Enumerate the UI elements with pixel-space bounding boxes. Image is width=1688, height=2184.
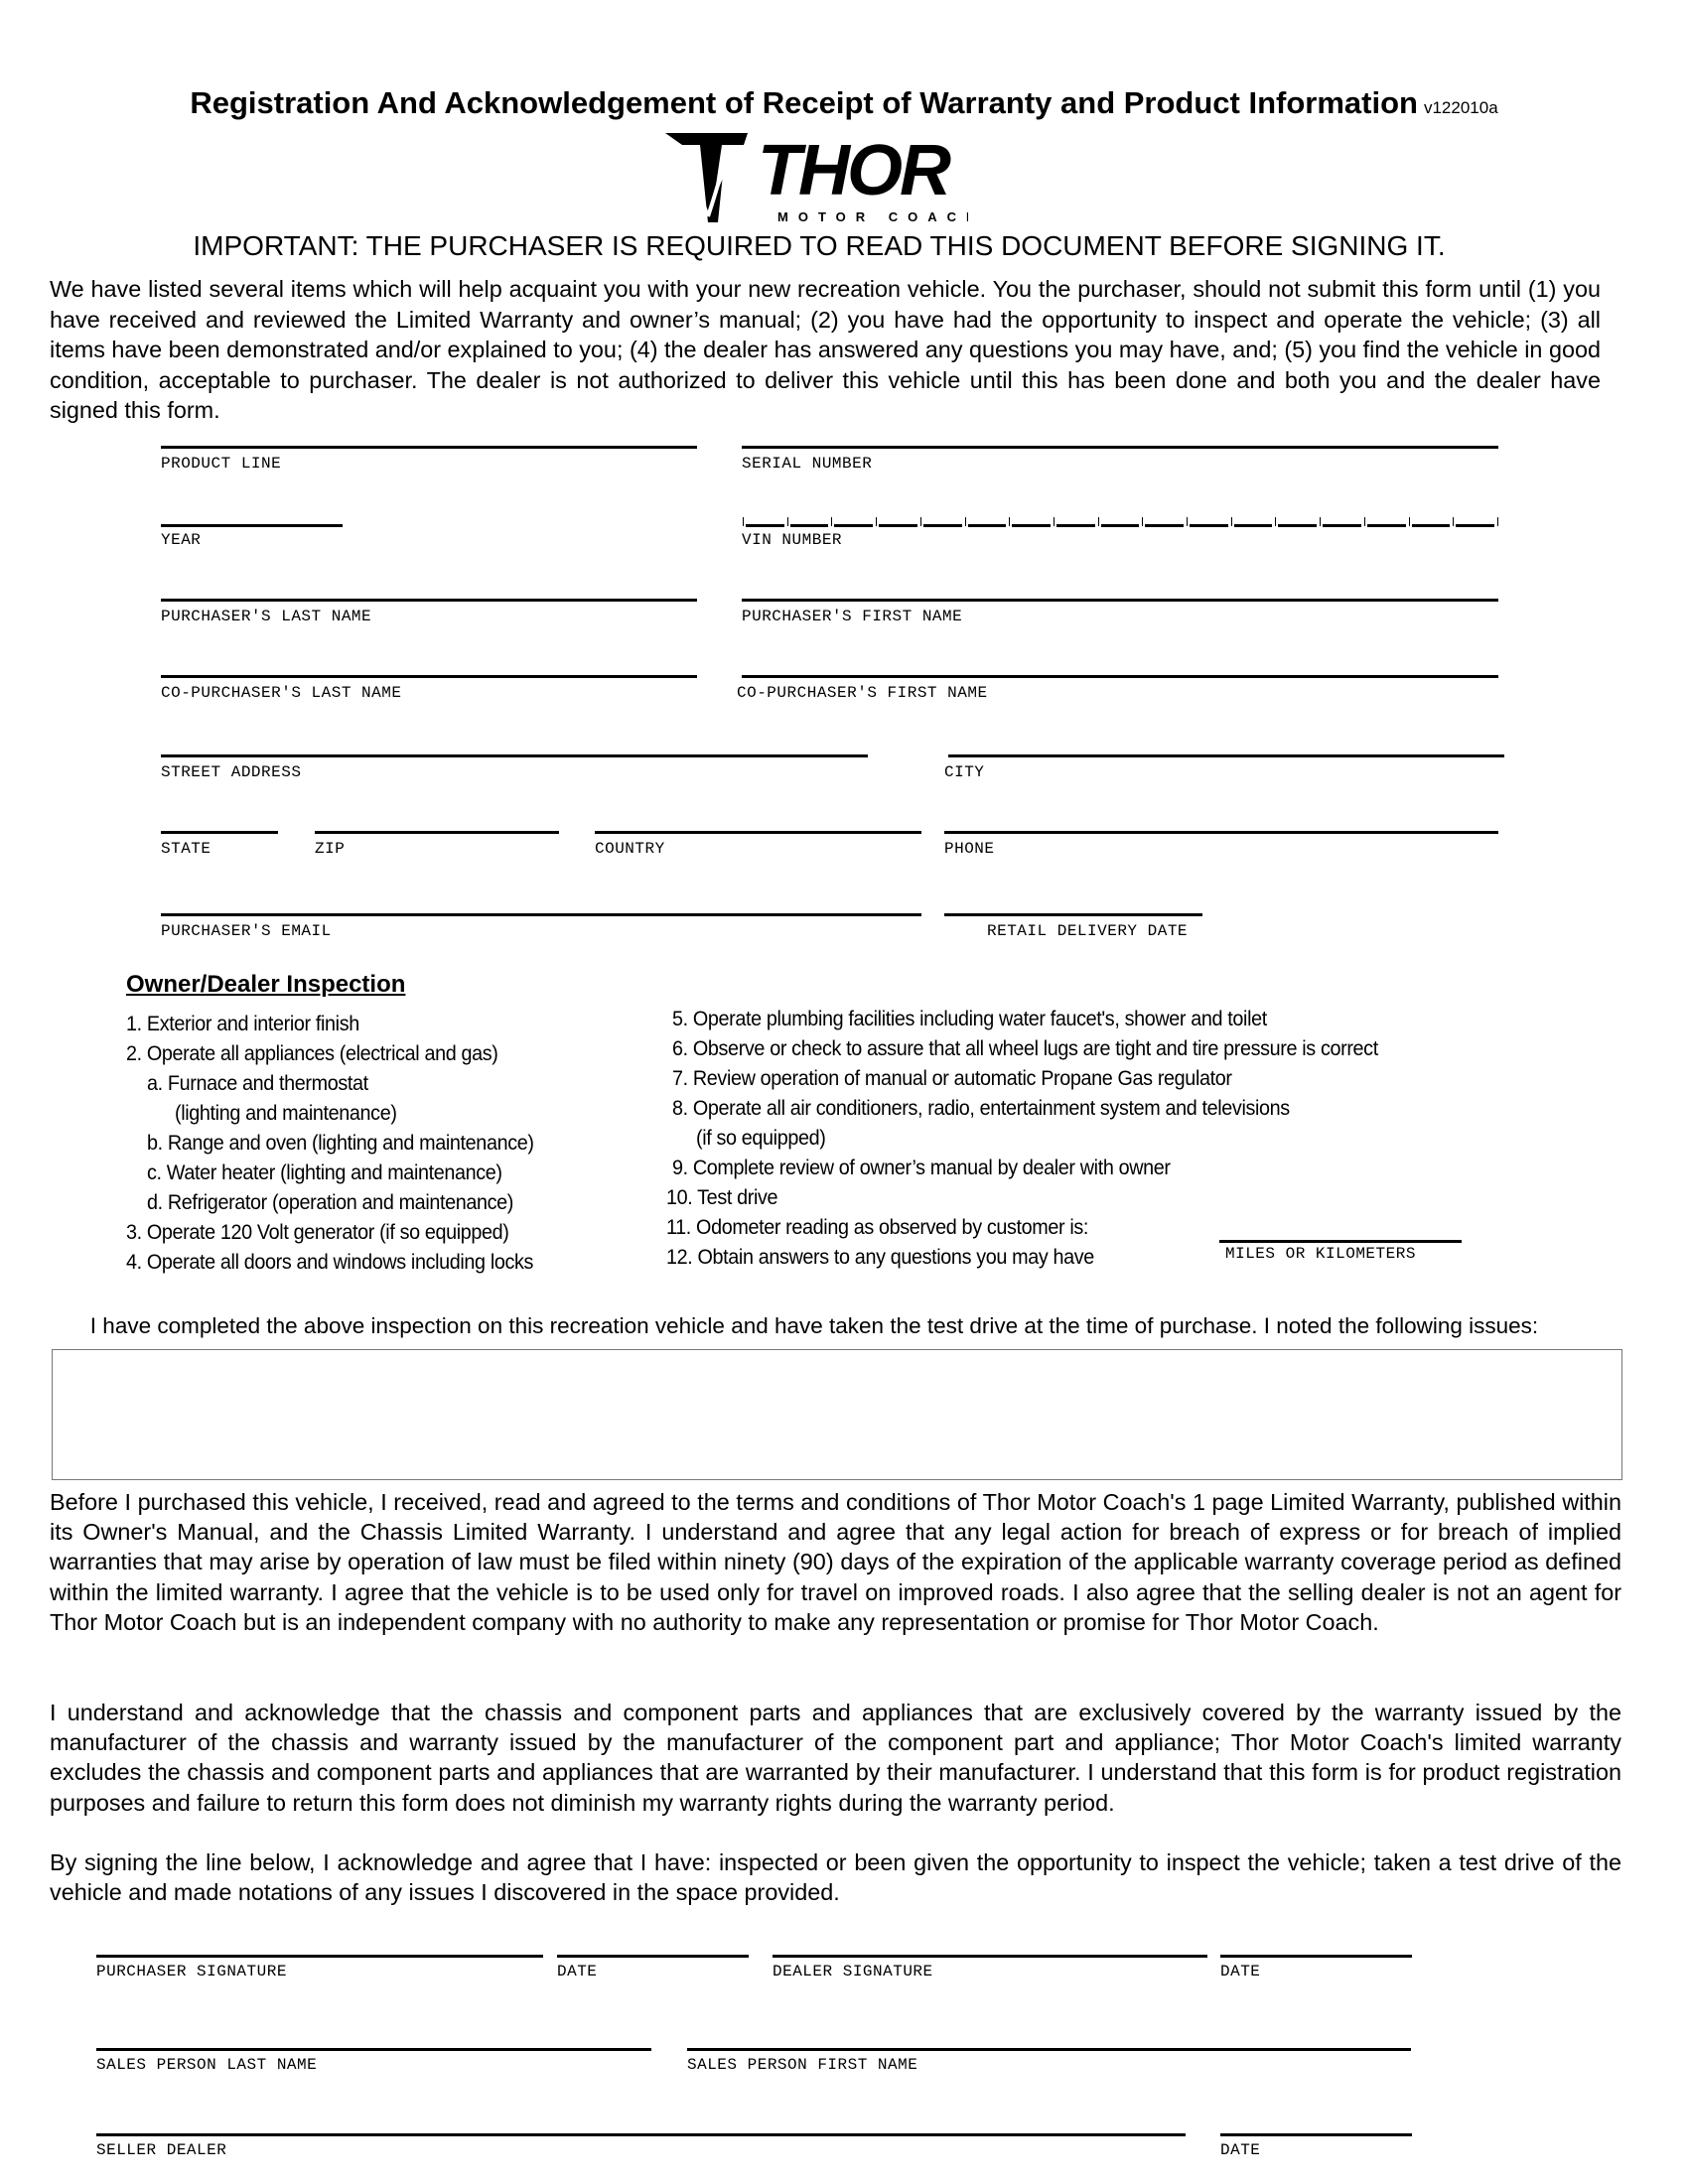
- vin-slot-divider: [1187, 517, 1188, 526]
- vin-character-slot[interactable]: [1278, 524, 1317, 527]
- vin-slot-divider: [965, 517, 966, 526]
- zip-label: ZIP: [315, 840, 346, 858]
- logo-brand-text: THOR: [758, 131, 948, 210]
- intro-paragraph: We have listed several items which will help acquaint you with your new recreation vehicle. You the purchaser, should not submit this form until (1) you have received and reviewed the Limited Warranty and owner’s manual; (2) you have had the opportunity to inspect and operate the vehicle; (3) all items have been demonstrated and/or explained to you; (4) the dealer has answered any questions you may have, and; (5) you find the vehicle in good condition, acceptable to purchaser. The dealer is not authorized to deliver this vehicle until this has been done and both you and the dealer have signed this form.: [50, 276, 1601, 423]
- inspection-item-10: 10. Test drive: [666, 1185, 778, 1209]
- copurchaser-first-name-field[interactable]: [742, 675, 1498, 678]
- copurchaser-last-name-label: CO-PURCHASER'S LAST NAME: [161, 684, 402, 702]
- vin-character-slot[interactable]: [1012, 524, 1051, 527]
- purchaser-first-name-label: PURCHASER'S FIRST NAME: [742, 608, 963, 625]
- purchaser-email-label: PURCHASER'S EMAIL: [161, 922, 332, 940]
- warranty-paragraph: Before I purchased this vehicle, I received, read and agreed to the terms and conditions of Thor Motor Coach's 1 page Limited Warranty, published within its Owner's Manual, and the Chassis Limited Warranty. I understand and agree that any legal action for breach of express or for breach of implied warranties that may arise by operation of law must be filed within ninety (90) days of the expiration of the applicable warranty coverage period as defined within the limited warranty. I agree that the vehicle is to be used only for travel on improved roads. I also agree that the selling dealer is not an agent for Thor Motor Coach but is an independent company with no authority to make any representation or promise for Thor Motor Coach.: [50, 1489, 1621, 1635]
- vin-slot-divider: [1497, 517, 1498, 526]
- retail-delivery-date-field[interactable]: [944, 913, 1202, 916]
- dealer-date-field[interactable]: [1220, 1955, 1412, 1958]
- vin-character-slot[interactable]: [1101, 524, 1140, 527]
- inspection-item-2: 2. Operate all appliances (electrical and gas): [126, 1041, 498, 1065]
- copurchaser-last-name-field[interactable]: [161, 675, 697, 678]
- phone-label: PHONE: [944, 840, 995, 858]
- state-field[interactable]: [161, 831, 278, 834]
- vin-character-slot[interactable]: [879, 524, 917, 527]
- vin-slot-divider: [1054, 517, 1055, 526]
- purchaser-last-name-field[interactable]: [161, 599, 697, 602]
- vin-character-slot[interactable]: [1412, 524, 1451, 527]
- odometer-field[interactable]: [1219, 1240, 1462, 1243]
- seller-dealer-label: SELLER DEALER: [96, 2141, 227, 2159]
- important-notice: IMPORTANT: THE PURCHASER IS REQUIRED TO READ THIS DOCUMENT BEFORE SIGNING IT.: [193, 230, 1446, 261]
- year-label: YEAR: [161, 531, 202, 549]
- purchaser-signature-label: PURCHASER SIGNATURE: [96, 1963, 287, 1980]
- document-title: [0, 85, 1688, 121]
- inspection-item-2a-detail: (lighting and maintenance): [175, 1101, 397, 1125]
- vin-character-slot[interactable]: [1145, 524, 1184, 527]
- retail-delivery-date-label: RETAIL DELIVERY DATE: [987, 922, 1189, 940]
- vin-character-slot[interactable]: [1367, 524, 1406, 527]
- inspection-heading: Owner/Dealer Inspection: [126, 971, 406, 998]
- logo-tagline-text: MOTOR COACH: [777, 209, 968, 224]
- seller-date-field[interactable]: [1220, 2133, 1412, 2136]
- signature-agreement-paragraph: By signing the line below, I acknowledge and agree that I have: inspected or been given the opportunity to inspect the vehicle; taken a test drive of the vehicle and made notations of any issues I discovered in the space provided.: [50, 1849, 1621, 1906]
- city-field[interactable]: [948, 754, 1504, 757]
- seller-dealer-field[interactable]: [96, 2133, 1186, 2136]
- thor-logo-mark: [660, 127, 968, 226]
- vin-character-slot[interactable]: [968, 524, 1007, 527]
- phone-field[interactable]: [944, 831, 1498, 834]
- serial-number-label: SERIAL NUMBER: [742, 455, 873, 473]
- country-field[interactable]: [595, 831, 921, 834]
- purchaser-signature-field[interactable]: [96, 1955, 543, 1958]
- state-label: STATE: [161, 840, 211, 858]
- vin-character-slot[interactable]: [923, 524, 962, 527]
- vin-slot-divider: [787, 517, 788, 526]
- vin-slot-divider: [1453, 517, 1454, 526]
- street-address-label: STREET ADDRESS: [161, 763, 302, 781]
- vin-slot-divider: [1142, 517, 1143, 526]
- seller-date-label: DATE: [1220, 2141, 1261, 2159]
- purchaser-first-name-field[interactable]: [742, 599, 1498, 602]
- inspection-item-8: 8. Operate all air conditioners, radio, entertainment system and televisions: [672, 1096, 1290, 1120]
- vin-slot-divider: [743, 517, 744, 526]
- inspection-statement: I have completed the above inspection on this recreation vehicle and have taken the test drive at the time of purchase. I noted the following issues:: [89, 1313, 1539, 1338]
- purchaser-date-field[interactable]: [557, 1955, 749, 1958]
- inspection-item-2b: b. Range and oven (lighting and maintenance): [147, 1131, 534, 1155]
- vin-character-slot[interactable]: [1056, 524, 1095, 527]
- sales-person-first-name-field[interactable]: [687, 2048, 1411, 2051]
- thor-logo: [660, 127, 968, 226]
- vin-slot-divider: [920, 517, 921, 526]
- vin-slot-divider: [876, 517, 877, 526]
- dealer-signature-label: DEALER SIGNATURE: [773, 1963, 933, 1980]
- sales-person-last-name-field[interactable]: [96, 2048, 651, 2051]
- acknowledgement-paragraph: I understand and acknowledge that the chassis and component parts and appliances that are exclusively covered by the warranty issued by the manufacturer of the chassis and warranty issued by the manufacturer of the component part and appliance; Thor Motor Coach's limited warranty excludes the chassis and component parts and appliances that are warranted by their manufacturer. I understand that this form is for product registration purposes and failure to return this form does not diminish my warranty rights during the warranty period.: [50, 1700, 1621, 1816]
- inspection-item-4: 4. Operate all doors and windows including locks: [126, 1250, 534, 1274]
- inspection-item-6: 6. Observe or check to assure that all wheel lugs are tight and tire pressure is correct: [672, 1036, 1378, 1060]
- inspection-item-9: 9. Complete review of owner’s manual by dealer with owner: [672, 1156, 1171, 1179]
- inspection-item-3: 3. Operate 120 Volt generator (if so equipped): [126, 1220, 509, 1244]
- vin-slot-divider: [1320, 517, 1321, 526]
- copurchaser-first-name-label: CO-PURCHASER'S FIRST NAME: [737, 684, 988, 702]
- inspection-item-1: 1. Exterior and interior finish: [126, 1012, 359, 1035]
- street-address-field[interactable]: [161, 754, 868, 757]
- serial-number-field[interactable]: [742, 446, 1498, 449]
- product-line-label: PRODUCT LINE: [161, 455, 282, 473]
- vin-slot-divider: [1098, 517, 1099, 526]
- vin-character-slot[interactable]: [834, 524, 873, 527]
- inspection-item-7: 7. Review operation of manual or automatic Propane Gas regulator: [672, 1066, 1232, 1090]
- vin-slot-divider: [1231, 517, 1232, 526]
- version-label: v122010a: [1423, 98, 1498, 117]
- purchaser-last-name-label: PURCHASER'S LAST NAME: [161, 608, 372, 625]
- purchaser-email-field[interactable]: [161, 913, 921, 916]
- vin-character-slot[interactable]: [790, 524, 829, 527]
- issues-textbox[interactable]: [52, 1349, 1622, 1480]
- vin-character-slot[interactable]: [1456, 524, 1494, 527]
- vin-slot-divider: [1009, 517, 1010, 526]
- vin-slot-divider: [1409, 517, 1410, 526]
- city-label: CITY: [944, 763, 985, 781]
- inspection-item-5: 5. Operate plumbing facilities including water faucet's, shower and toilet: [672, 1007, 1267, 1030]
- zip-field[interactable]: [315, 831, 559, 834]
- purchaser-date-label: DATE: [557, 1963, 598, 1980]
- inspection-item-12: 12. Obtain answers to any questions you may have: [666, 1245, 1094, 1269]
- product-line-field[interactable]: [161, 446, 697, 449]
- dealer-date-label: DATE: [1220, 1963, 1261, 1980]
- vin-number-label: VIN NUMBER: [742, 531, 843, 549]
- sales-person-last-name-label: SALES PERSON LAST NAME: [96, 2056, 318, 2074]
- vin-slot-divider: [1364, 517, 1365, 526]
- vin-slot-divider: [831, 517, 832, 526]
- inspection-item-2c: c. Water heater (lighting and maintenance): [147, 1160, 502, 1184]
- vin-character-slot[interactable]: [1323, 524, 1361, 527]
- dealer-signature-field[interactable]: [773, 1955, 1207, 1958]
- vin-slot-divider: [1275, 517, 1276, 526]
- inspection-item-11: 11. Odometer reading as observed by customer is:: [666, 1215, 1089, 1239]
- vin-character-slot[interactable]: [1234, 524, 1273, 527]
- inspection-item-2a: a. Furnace and thermostat: [147, 1071, 368, 1095]
- country-label: COUNTRY: [595, 840, 665, 858]
- inspection-item-8-detail: (if so equipped): [696, 1126, 826, 1150]
- year-field[interactable]: [161, 524, 343, 527]
- vin-character-slot[interactable]: [746, 524, 784, 527]
- title-text: Registration And Acknowledgement of Receipt of Warranty and Product Information: [190, 85, 1418, 120]
- miles-kilometers-label: MILES OR KILOMETERS: [1225, 1245, 1416, 1263]
- sales-person-first-name-label: SALES PERSON FIRST NAME: [687, 2056, 918, 2074]
- vin-character-slot[interactable]: [1190, 524, 1228, 527]
- inspection-item-2d: d. Refrigerator (operation and maintenance): [147, 1190, 514, 1214]
